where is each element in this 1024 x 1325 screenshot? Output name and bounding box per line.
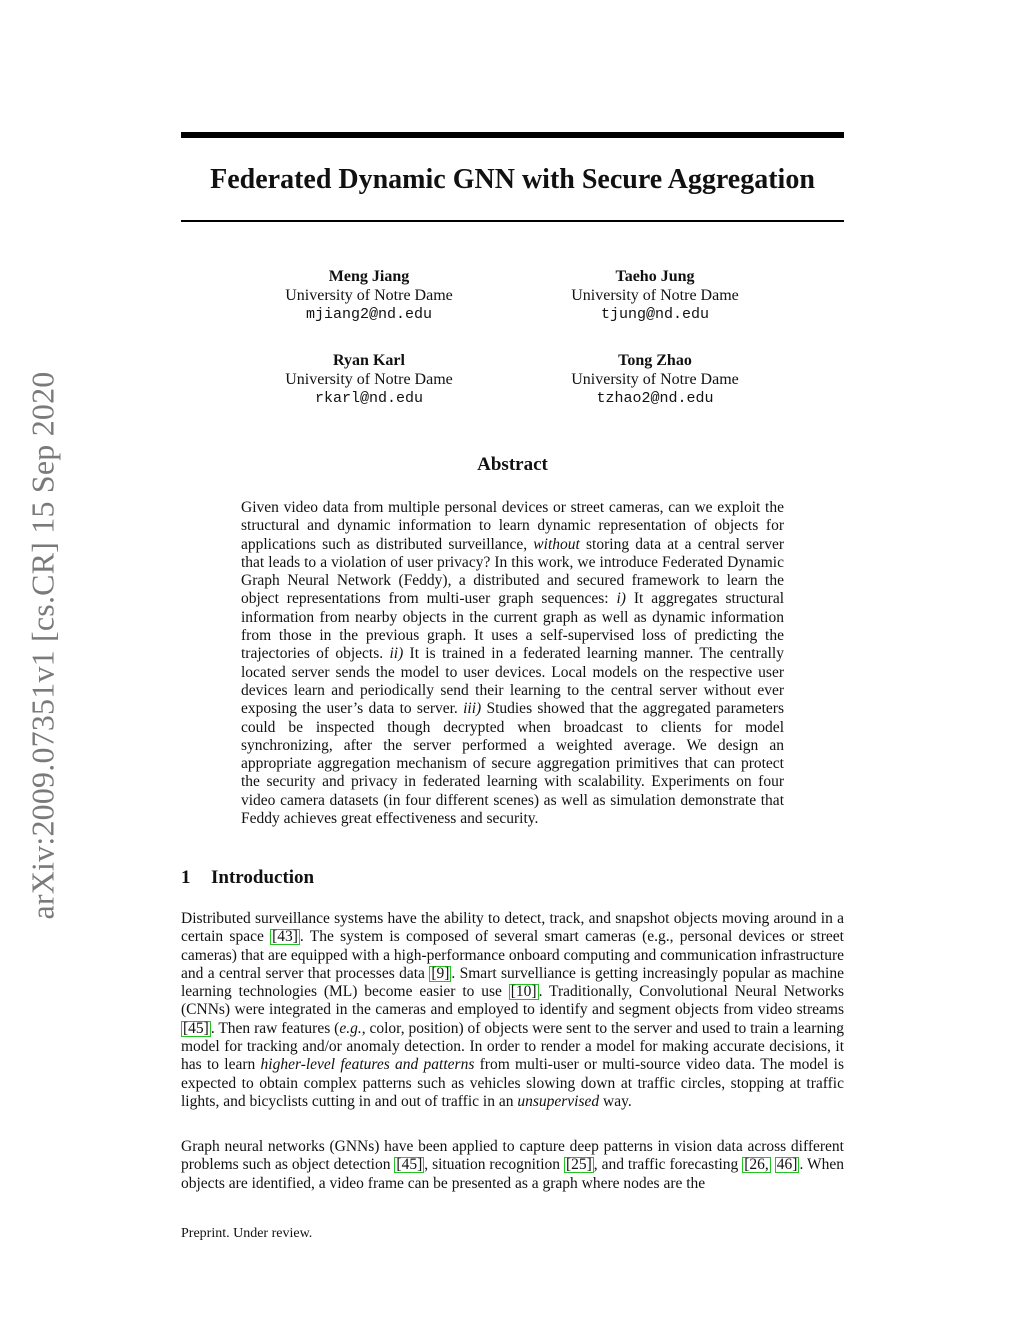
citation-link[interactable]: [45] (396, 1156, 423, 1174)
paragraph-text: , situation recognition (424, 1156, 564, 1174)
author-name: Taeho Jung (615, 268, 695, 285)
arxiv-identifier-text: arXiv:2009.07351v1 [cs.CR] 15 Sep 2020 (24, 370, 61, 920)
paragraph-emphasis: higher-level features and patterns (260, 1056, 475, 1074)
footer-note: Preprint. Under review. (181, 1226, 313, 1241)
abstract-emphasis: without (533, 535, 580, 553)
paragraph-emphasis: e.g. (339, 1019, 362, 1037)
citation-link[interactable]: [45] (183, 1019, 209, 1037)
abstract-text: It aggregates structural information from nearby objects in the current graph as well as dynamic information from those in the previous graph. It uses a self-supervised loss of predicting the trajectories of objects. (241, 590, 784, 663)
abstract-text: It is trained in a federated learning manner. The centrally located server sends the model to user devices. Local models on the respective user devices learn and periodically send their learning to the central server without ever exposing the user’s data to server. (241, 645, 784, 718)
author-affiliation: University of Notre Dame (285, 287, 453, 304)
author-affiliation: University of Notre Dame (571, 287, 739, 304)
author-email[interactable]: rkarl@nd.edu (314, 390, 424, 407)
author-block (249, 267, 489, 324)
citation-link[interactable]: [25] (565, 1156, 592, 1174)
abstract-text: Given video data from multiple personal devices or street cameras, can we exploit the structural and dynamic information to learn dynamic representation of objects for applications such as distributed surveillance, (241, 499, 784, 553)
title-top-rule (181, 132, 844, 138)
author-affiliation: University of Notre Dame (285, 371, 453, 388)
abstract-emphasis: iii) (463, 700, 482, 718)
author-block (249, 351, 489, 408)
abstract-heading: Abstract (477, 454, 548, 475)
paragraph-text: way. (599, 1092, 632, 1110)
citation-link[interactable]: 46] (776, 1156, 798, 1174)
arxiv-identifier (18, 350, 68, 940)
author-affiliation: University of Notre Dame (571, 371, 739, 388)
author-email[interactable]: mjiang2@nd.edu (305, 306, 433, 323)
citation-link[interactable]: [43] (272, 928, 298, 946)
section-number: 1 (181, 867, 191, 888)
intro-paragraph-1 (181, 910, 844, 1111)
paper-title: Federated Dynamic GNN with Secure Aggregation (210, 164, 815, 195)
paragraph-text: , color, position) of objects were sent to the server and used to train a learning model for tracking and/or anomaly detection. In order to render a model for making accurate decisions, it has to learn (181, 1019, 844, 1074)
paragraph-text: . Smart survelliance is getting increasingly popular as machine learning technologies (ML) become easier to use (181, 964, 844, 1001)
paragraph-text: Graph neural networks (GNNs) have been applied to capture deep patterns in vision data across different problems such as object detection (181, 1138, 844, 1174)
author-block (535, 351, 775, 408)
paragraph-text: , and traffic forecasting (593, 1156, 743, 1174)
abstract-text: Studies showed that the aggregated parameters could be inspected though decrypted when broadcast to clients for model synchronizing, after the server performed a weighted average. We design an appropriate aggregation mechanism of secure aggregation primitives that can protect the security and privacy in federated learning with scalability. Experiments on four video camera datasets (in four different scenes) as well as simulation demonstrate that Feddy achieves great effectiveness and security. (241, 700, 784, 828)
abstract-emphasis: i) (616, 590, 626, 608)
author-name: Meng Jiang (328, 268, 410, 285)
author-email[interactable]: tjung@nd.edu (600, 306, 710, 323)
paragraph-text: . Then raw features ( (210, 1019, 340, 1037)
author-email[interactable]: tzhao2@nd.edu (596, 390, 714, 407)
intro-paragraph-2 (181, 1138, 844, 1193)
paragraph-emphasis: unsupervised (517, 1092, 600, 1110)
section-title: Introduction (211, 867, 315, 888)
author-block (535, 267, 775, 324)
citation-link[interactable]: [9] (431, 964, 450, 982)
section-heading (181, 866, 314, 890)
paragraph-text: . Traditionally, Convolutional Neural Networks (CNNs) were integrated in the cameras and employed to identify and segment objects from video streams (181, 983, 844, 1019)
paragraph-text: . When objects are identified, a video frame can be presented as a graph where nodes are the (181, 1156, 844, 1192)
author-name: Tong Zhao (618, 352, 692, 369)
citation-link[interactable]: [10] (510, 983, 537, 1001)
abstract-text: storing data at a central server that leads to a violation of user privacy? In this work, we introduce Federated Dynamic Graph Neural Network (Feddy), a distributed and secured framework to learn the object representations from multi-user graph sequences: (241, 535, 784, 608)
abstract-emphasis: ii) (389, 645, 404, 663)
title-bottom-rule (181, 220, 844, 222)
citation-link[interactable]: [26, (744, 1156, 769, 1174)
paragraph-text: from multi-user or multi-source video data. The model is expected to obtain complex patterns such as vehicles slowing down at traffic circles, stopping at traffic lights, and bicyclists cutting in and out of traffic in an (181, 1056, 844, 1110)
paragraph-text: Distributed surveillance systems have the ability to detect, track, and snapshot objects moving around in a certain space (181, 910, 844, 946)
paragraph-text: . The system is composed of several smart cameras (e.g., personal devices or street cameras) that are equipped with a high-performance onboard computing and communication infrastructure and a central server that processes data (181, 928, 844, 982)
abstract-body (241, 499, 784, 828)
author-name: Ryan Karl (333, 352, 405, 369)
